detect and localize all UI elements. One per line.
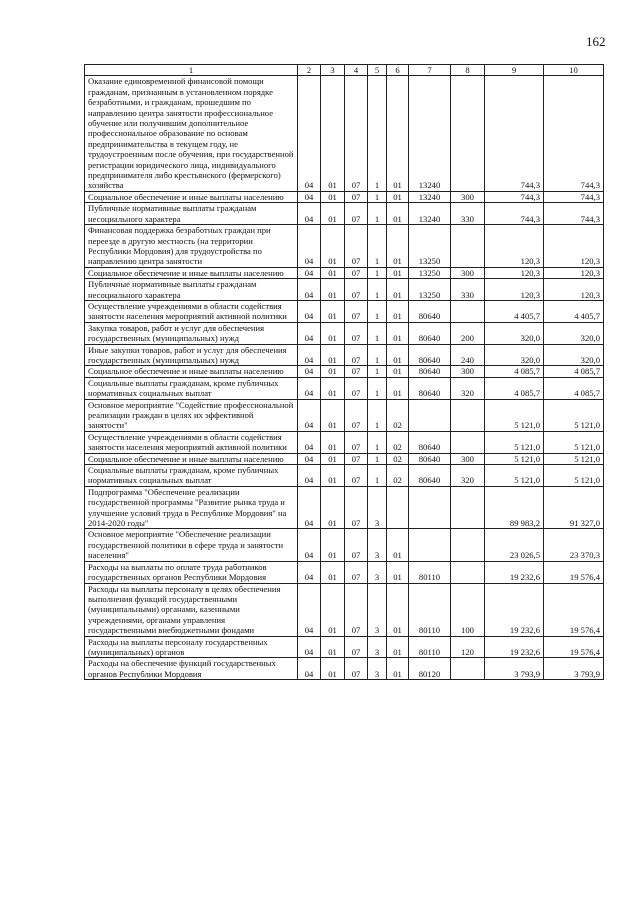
code-cell [451,225,485,268]
amount-cell: 3 793,9 [544,658,604,680]
code-cell: 300 [451,453,485,464]
code-cell [451,300,485,322]
code-cell: 04 [298,453,321,464]
code-cell: 01 [321,300,345,322]
code-cell: 13250 [409,267,451,278]
code-cell: 07 [345,486,368,529]
code-cell: 07 [345,453,368,464]
code-cell: 01 [387,344,409,366]
code-cell: 80640 [409,377,451,399]
code-cell: 04 [298,561,321,583]
code-cell: 04 [298,583,321,636]
code-cell: 01 [321,465,345,487]
amount-cell: 5 121,0 [544,465,604,487]
code-cell: 80640 [409,431,451,453]
code-cell: 04 [298,191,321,202]
code-cell: 320 [451,465,485,487]
code-cell: 04 [298,322,321,344]
code-cell: 04 [298,529,321,561]
row-description: Расходы на выплаты персоналу в целях обеспечения выполнения функций государственными (муниципальными) органами, казенными учреждениями, органами управления государственными внебюджетными фондами [85,583,298,636]
amount-cell: 744,3 [485,203,544,225]
row-description: Социальные выплаты гражданам, кроме публичных нормативных социальных выплат [85,377,298,399]
column-header: 10 [544,65,604,76]
amount-cell: 4 085,7 [485,366,544,377]
column-header: 5 [368,65,387,76]
code-cell: 01 [321,399,345,431]
code-cell: 01 [387,300,409,322]
table-row [85,465,604,487]
amount-cell: 320,0 [485,322,544,344]
code-cell: 13250 [409,279,451,301]
code-cell [451,399,485,431]
amount-cell: 23 370,3 [544,529,604,561]
code-cell: 01 [387,191,409,202]
amount-cell: 5 121,0 [544,399,604,431]
table-row [85,300,604,322]
table-row [85,76,604,191]
code-cell: 04 [298,279,321,301]
amount-cell: 23 026,5 [485,529,544,561]
amount-cell: 744,3 [485,191,544,202]
code-cell: 04 [298,431,321,453]
amount-cell: 5 121,0 [544,431,604,453]
amount-cell: 744,3 [485,76,544,191]
column-header: 6 [387,65,409,76]
amount-cell: 19 232,6 [485,636,544,658]
row-description: Финансовая поддержка безработных граждан при переезде в другую местность (на территории Республики Мордовия) для трудоустройства по направлению центра занятости [85,225,298,268]
code-cell: 01 [387,377,409,399]
code-cell: 80110 [409,583,451,636]
code-cell: 01 [387,561,409,583]
code-cell: 01 [321,76,345,191]
row-description: Социальное обеспечение и иные выплаты населению [85,191,298,202]
code-cell: 07 [345,431,368,453]
code-cell: 1 [368,267,387,278]
code-cell: 1 [368,465,387,487]
code-cell: 07 [345,366,368,377]
code-cell: 1 [368,191,387,202]
code-cell: 01 [321,431,345,453]
code-cell: 04 [298,399,321,431]
code-cell: 80640 [409,322,451,344]
table-row [85,636,604,658]
table-row [85,322,604,344]
code-cell: 01 [387,636,409,658]
table-row [85,583,604,636]
code-cell [451,561,485,583]
row-description: Оказание единовременной финансовой помощи гражданам, признанным в установленном порядке безработными, и гражданам, прошедшим по направлению центра занятости профессиональное обучение или получившим дополнительное профессиональное образование по основам предпринимательства в текущем году, не трудоустроенным после обучения, при государственной регистрации юридического лица, индивидуального предпринимателя либо крестьянского (фермерского) хозяйства [85,76,298,191]
row-description: Осуществление учреждениями в области содействия занятости населения мероприятий активной политики [85,300,298,322]
code-cell: 200 [451,322,485,344]
amount-cell: 89 983,2 [485,486,544,529]
code-cell: 01 [321,636,345,658]
column-header: 1 [85,65,298,76]
code-cell: 1 [368,453,387,464]
code-cell: 1 [368,377,387,399]
code-cell: 01 [321,377,345,399]
code-cell: 13240 [409,191,451,202]
code-cell: 07 [345,300,368,322]
budget-table [84,64,604,680]
amount-cell: 120,3 [544,279,604,301]
amount-cell: 4 085,7 [544,366,604,377]
code-cell: 330 [451,279,485,301]
table-row [85,377,604,399]
code-cell: 04 [298,486,321,529]
code-cell: 1 [368,322,387,344]
code-cell: 04 [298,377,321,399]
row-description: Социальное обеспечение и иные выплаты населению [85,267,298,278]
code-cell: 01 [321,225,345,268]
row-description: Публичные нормативные выплаты гражданам несоциального характера [85,279,298,301]
amount-cell: 744,3 [544,76,604,191]
code-cell: 02 [387,399,409,431]
code-cell: 07 [345,399,368,431]
column-header: 9 [485,65,544,76]
code-cell: 01 [387,529,409,561]
code-cell: 04 [298,658,321,680]
amount-cell: 5 121,0 [485,453,544,464]
amount-cell: 5 121,0 [485,465,544,487]
code-cell: 07 [345,344,368,366]
code-cell: 01 [321,486,345,529]
amount-cell: 120,3 [485,279,544,301]
code-cell: 3 [368,636,387,658]
code-cell: 07 [345,583,368,636]
amount-cell: 120,3 [544,267,604,278]
code-cell: 01 [321,191,345,202]
code-cell: 13240 [409,203,451,225]
row-description: Основное мероприятие "Обеспечение реализации государственной политики в сфере труда и занятости населения" [85,529,298,561]
code-cell: 04 [298,366,321,377]
code-cell: 80120 [409,658,451,680]
code-cell: 3 [368,561,387,583]
code-cell [409,486,451,529]
code-cell: 04 [298,225,321,268]
code-cell: 300 [451,366,485,377]
code-cell: 300 [451,267,485,278]
code-cell: 07 [345,658,368,680]
table-header-row [85,65,604,76]
code-cell [451,431,485,453]
code-cell: 80640 [409,300,451,322]
code-cell: 80640 [409,465,451,487]
code-cell: 07 [345,529,368,561]
column-header: 2 [298,65,321,76]
row-description: Осуществление учреждениями в области содействия занятости населения мероприятий активной политики [85,431,298,453]
code-cell [451,529,485,561]
code-cell: 04 [298,76,321,191]
code-cell: 1 [368,431,387,453]
code-cell: 01 [321,267,345,278]
amount-cell: 744,3 [544,203,604,225]
code-cell: 07 [345,561,368,583]
code-cell: 01 [387,583,409,636]
code-cell: 80640 [409,366,451,377]
table-row [85,225,604,268]
table-row [85,431,604,453]
code-cell: 01 [321,203,345,225]
column-header: 3 [321,65,345,76]
amount-cell: 4 085,7 [485,377,544,399]
code-cell: 01 [321,658,345,680]
code-cell: 01 [387,76,409,191]
table-body [85,76,604,680]
code-cell: 01 [321,529,345,561]
table-row [85,529,604,561]
code-cell: 01 [321,583,345,636]
amount-cell: 120,3 [544,225,604,268]
amount-cell: 4 405,7 [544,300,604,322]
code-cell: 07 [345,267,368,278]
code-cell: 1 [368,344,387,366]
amount-cell: 19 576,4 [544,636,604,658]
table-row [85,191,604,202]
code-cell: 01 [387,267,409,278]
table-row [85,453,604,464]
code-cell: 1 [368,399,387,431]
code-cell: 240 [451,344,485,366]
code-cell: 320 [451,377,485,399]
table-row [85,561,604,583]
code-cell [451,658,485,680]
row-description: Социальное обеспечение и иные выплаты населению [85,453,298,464]
table-row [85,267,604,278]
table-row [85,399,604,431]
code-cell: 02 [387,465,409,487]
code-cell: 02 [387,431,409,453]
code-cell: 13240 [409,76,451,191]
code-cell [451,76,485,191]
code-cell: 120 [451,636,485,658]
code-cell: 01 [387,279,409,301]
code-cell: 01 [321,561,345,583]
code-cell: 07 [345,279,368,301]
table-row [85,366,604,377]
code-cell: 04 [298,344,321,366]
code-cell: 80110 [409,636,451,658]
row-description: Публичные нормативные выплаты гражданам несоциального характера [85,203,298,225]
amount-cell: 3 793,9 [485,658,544,680]
code-cell: 1 [368,225,387,268]
code-cell: 01 [321,322,345,344]
amount-cell: 5 121,0 [485,431,544,453]
code-cell: 07 [345,636,368,658]
amount-cell: 320,0 [544,344,604,366]
code-cell: 3 [368,486,387,529]
code-cell: 3 [368,529,387,561]
code-cell: 1 [368,203,387,225]
table-row [85,279,604,301]
code-cell: 330 [451,203,485,225]
code-cell: 02 [387,453,409,464]
amount-cell: 19 576,4 [544,561,604,583]
row-description: Основное мероприятие "Содействие профессиональной реализации граждан в целях их эффективной занятости" [85,399,298,431]
amount-cell: 19 576,4 [544,583,604,636]
code-cell: 80640 [409,344,451,366]
code-cell: 100 [451,583,485,636]
row-description: Подпрограмма "Обеспечение реализации государственной программы "Развитие рынка труда и улучшение условий труда в Республике Мордовия" на 2014-2020 годы" [85,486,298,529]
row-description: Социальные выплаты гражданам, кроме публичных нормативных социальных выплат [85,465,298,487]
code-cell: 1 [368,76,387,191]
code-cell: 01 [387,658,409,680]
table-row [85,203,604,225]
row-description: Расходы на обеспечение функций государственных органов Республики Мордовия [85,658,298,680]
row-description: Расходы на выплаты по оплате труда работников государственных органов Республики Мордовия [85,561,298,583]
code-cell: 07 [345,322,368,344]
amount-cell: 320,0 [485,344,544,366]
code-cell: 1 [368,279,387,301]
code-cell [387,486,409,529]
amount-cell: 4 085,7 [544,377,604,399]
code-cell: 04 [298,636,321,658]
code-cell: 07 [345,465,368,487]
code-cell: 04 [298,465,321,487]
code-cell: 07 [345,225,368,268]
code-cell: 01 [387,322,409,344]
row-description: Социальное обеспечение и иные выплаты населению [85,366,298,377]
page-number: 162 [586,34,606,49]
amount-cell: 91 327,0 [544,486,604,529]
table-row [85,486,604,529]
code-cell: 07 [345,377,368,399]
code-cell: 01 [321,366,345,377]
code-cell: 300 [451,191,485,202]
code-cell: 01 [321,344,345,366]
code-cell [451,486,485,529]
column-header: 4 [345,65,368,76]
code-cell: 80110 [409,561,451,583]
amount-cell: 19 232,6 [485,583,544,636]
code-cell: 01 [321,279,345,301]
column-header: 8 [451,65,485,76]
code-cell: 07 [345,76,368,191]
row-description: Иные закупки товаров, работ и услуг для обеспечения государственных (муниципальных) нужд [85,344,298,366]
row-description: Закупка товаров, работ и услуг для обеспечения государственных (муниципальных) нужд [85,322,298,344]
column-header: 7 [409,65,451,76]
row-description: Расходы на выплаты персоналу государственных (муниципальных) органов [85,636,298,658]
amount-cell: 19 232,6 [485,561,544,583]
amount-cell: 5 121,0 [485,399,544,431]
code-cell: 01 [387,225,409,268]
amount-cell: 320,0 [544,322,604,344]
code-cell: 80640 [409,453,451,464]
code-cell: 07 [345,191,368,202]
code-cell: 1 [368,300,387,322]
amount-cell: 120,3 [485,225,544,268]
code-cell: 04 [298,267,321,278]
code-cell: 04 [298,300,321,322]
code-cell: 07 [345,203,368,225]
amount-cell: 5 121,0 [544,453,604,464]
code-cell: 3 [368,658,387,680]
table-row [85,344,604,366]
code-cell: 1 [368,366,387,377]
amount-cell: 120,3 [485,267,544,278]
amount-cell: 4 405,7 [485,300,544,322]
amount-cell: 744,3 [544,191,604,202]
code-cell: 01 [321,453,345,464]
code-cell: 01 [387,366,409,377]
code-cell [409,529,451,561]
code-cell: 01 [387,203,409,225]
code-cell: 04 [298,203,321,225]
code-cell: 3 [368,583,387,636]
table-row [85,658,604,680]
code-cell: 13250 [409,225,451,268]
code-cell [409,399,451,431]
